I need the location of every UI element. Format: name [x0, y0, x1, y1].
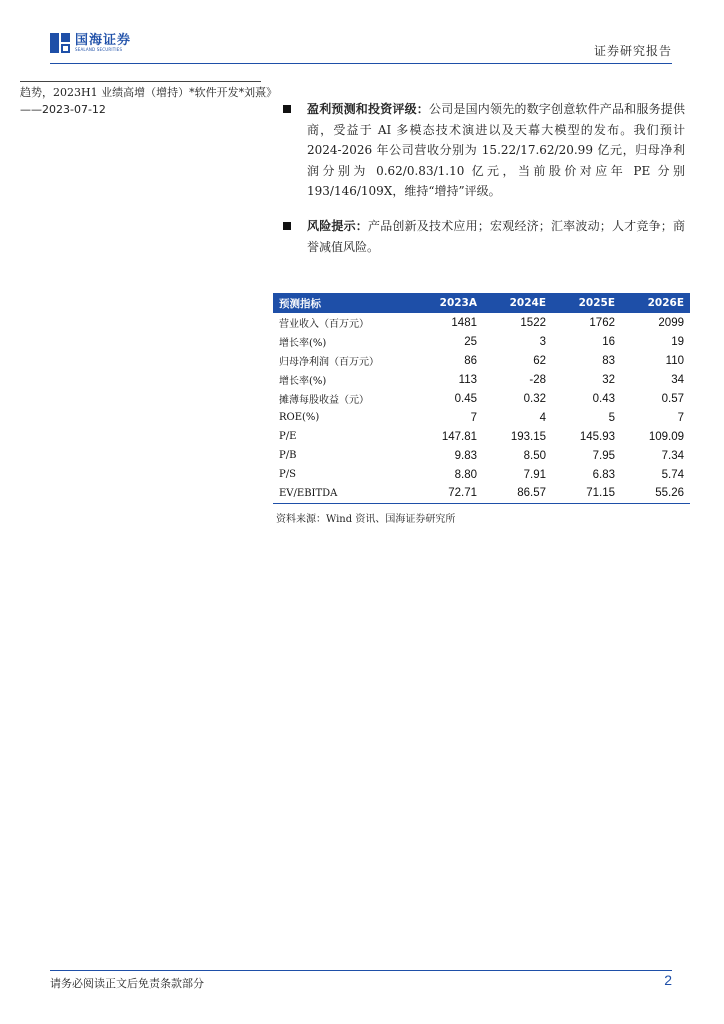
table-header-cell: 2024E	[483, 293, 552, 313]
table-cell: 62	[533, 354, 546, 367]
table-cell: 193.15	[510, 430, 546, 443]
table-row	[273, 332, 690, 351]
table-cell: 0.57	[661, 392, 684, 405]
table-cell: 25	[464, 335, 477, 348]
row-label: 增长率(%)	[279, 376, 327, 387]
table-cell: 71.15	[552, 484, 621, 503]
table-cell: 7.34	[661, 449, 684, 462]
table-header-row	[273, 293, 690, 313]
table-cell: 147.81	[441, 430, 477, 443]
table-cell: 19	[671, 335, 684, 348]
table-cell: 109.09	[648, 430, 684, 443]
left-column-divider	[20, 81, 261, 82]
table-cell: 8.80	[454, 468, 477, 481]
forecast-table	[273, 293, 690, 504]
table-header-cell: 2025E	[552, 293, 621, 313]
table-cell: 113	[458, 373, 477, 386]
table-cell: 1522	[520, 316, 546, 329]
table-cell: 83	[602, 354, 615, 367]
table-header-cell: 预测指标	[273, 293, 414, 313]
table-cell: 0.43	[592, 392, 615, 405]
row-label: 增长率(%)	[279, 338, 327, 349]
table-header-cell: 2023A	[414, 293, 483, 313]
table-row	[273, 351, 690, 370]
table-cell: 7	[677, 411, 684, 424]
logo-name-cn: 国海证券	[75, 33, 132, 48]
table-row	[273, 465, 690, 484]
table-cell: 5	[608, 411, 615, 424]
table-row	[273, 389, 690, 408]
logo-icon	[50, 33, 70, 53]
table-cell: 34	[671, 373, 684, 386]
table-cell: 0.45	[454, 392, 477, 405]
bullet-text: 产品创新及技术应用；宏观经济；汇率波动；人才竞争；商誉减值风险。	[307, 219, 685, 254]
table-cell: 9.83	[454, 449, 477, 462]
row-label: P/E	[279, 431, 297, 442]
table-cell: 86	[464, 354, 477, 367]
table-cell: 7	[470, 411, 477, 424]
report-type-label: 证券研究报告	[593, 44, 672, 58]
table-cell: 1762	[589, 316, 615, 329]
table-cell: 6.83	[592, 468, 615, 481]
table-cell: 4	[539, 411, 546, 424]
row-label: ROE(%)	[279, 412, 320, 423]
table-cell: -28	[529, 373, 546, 386]
company-logo	[50, 33, 131, 53]
bullet-text: 公司是国内领先的数字创意软件产品和服务提供商，受益于 AI 多模态技术演进以及天幕大模型的发布。我们预计 2024-2026 年公司营收分别为 15.22/17.62/20.99 亿元，归母净利润分别为 0.62/0.83/1.10 亿元，当前股价对应年 PE 分别 193/146/109X，维持“增持”评级。	[307, 102, 685, 198]
table-cell: 8.50	[523, 449, 546, 462]
row-label: 营业收入（百万元）	[279, 319, 369, 330]
table-row	[273, 408, 690, 427]
table-row	[273, 484, 690, 503]
logo-name-en: SEALAND SECURITIES	[75, 47, 123, 52]
table-cell: 1481	[451, 316, 477, 329]
row-label: EV/EBITDA	[273, 484, 414, 503]
related-report-link[interactable]: 趋势，2023H1 业绩高增（增持）*软件开发*刘熹》	[20, 86, 278, 99]
table-row	[273, 313, 690, 332]
table-cell: 0.32	[523, 392, 546, 405]
table-cell: 110	[665, 354, 684, 367]
table-row	[273, 370, 690, 389]
table-cell: 7.95	[592, 449, 615, 462]
disclaimer-note: 请务必阅读正文后免责条款部分	[50, 977, 204, 990]
table-cell: 16	[602, 335, 615, 348]
table-cell: 5.74	[661, 468, 684, 481]
bullet-square-icon	[283, 222, 291, 230]
table-header-cell: 2026E	[621, 293, 690, 313]
row-label: P/B	[279, 450, 297, 461]
table-cell: 3	[539, 335, 546, 348]
table-cell: 55.26	[621, 484, 690, 503]
bullet-risk-warning	[283, 216, 685, 257]
table-cell: 32	[602, 373, 615, 386]
row-label: 摊薄每股收益（元）	[279, 395, 369, 406]
table-cell: 72.71	[414, 484, 483, 503]
page-number: 2	[664, 972, 672, 988]
table-cell: 145.93	[579, 430, 615, 443]
header-divider	[50, 63, 672, 64]
table-cell: 2099	[658, 316, 684, 329]
table-row	[273, 446, 690, 465]
table-cell: 7.91	[523, 468, 546, 481]
table-cell: 86.57	[483, 484, 552, 503]
table-source-note: 资料来源：Wind 资讯、国海证券研究所	[276, 514, 456, 525]
bullet-title: 盈利预测和投资评级：	[307, 102, 429, 116]
footer-divider	[50, 970, 672, 971]
row-label: 归母净利润（百万元）	[279, 357, 379, 368]
bullet-square-icon	[283, 105, 291, 113]
bullet-title: 风险提示：	[307, 219, 368, 233]
table-row	[273, 427, 690, 446]
bullet-earnings-forecast	[283, 99, 685, 202]
related-report-date: ——2023-07-12	[20, 103, 106, 116]
row-label: P/S	[279, 469, 296, 480]
